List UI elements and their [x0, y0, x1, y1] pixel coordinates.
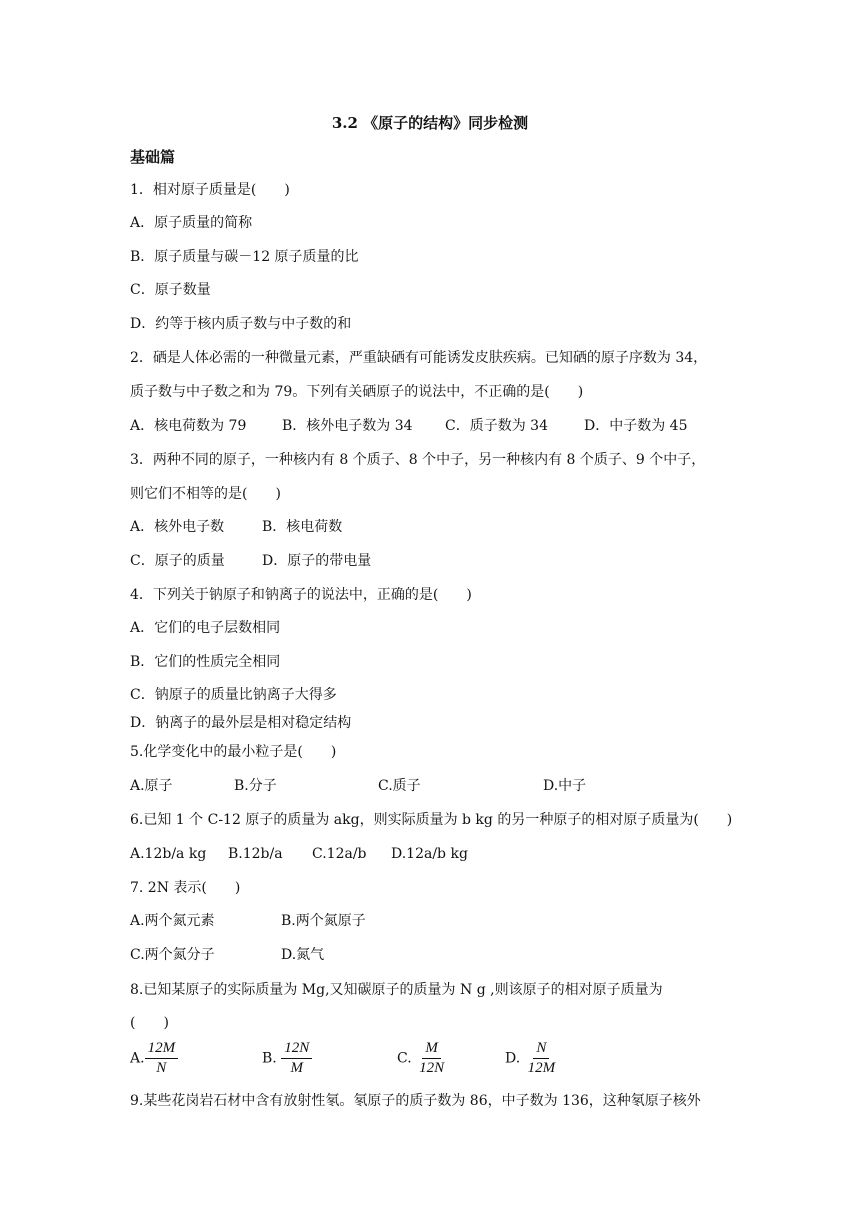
question-7-stem: 7. 2N 表示( )	[130, 880, 241, 896]
section-heading: 基础篇	[130, 148, 176, 166]
fraction-a-numerator: 12M	[145, 1040, 179, 1059]
question-6-option-a: A.12b/a kg	[130, 846, 207, 862]
fraction-c-numerator: M	[422, 1040, 441, 1059]
question-8-stem-line-1: 8.已知某原子的实际质量为 Mg,又知碳原子的质量为 N g ,则该原子的相对原子质量为	[130, 982, 663, 998]
fraction-c-denominator: 12N	[419, 1060, 445, 1076]
question-1-stem: 1．相对原子质量是( )	[130, 182, 290, 198]
question-2-option-b: B．核外电子数为 34	[282, 418, 413, 434]
fraction-b-denominator: M	[290, 1060, 303, 1076]
question-7-option-c: C.两个氮分子	[130, 947, 215, 963]
option-a-label: A.	[130, 1050, 145, 1067]
question-3-option-a: A．核外电子数	[130, 519, 225, 535]
question-7-option-b: B.两个氮原子	[281, 913, 366, 929]
question-6-option-d: D.12a/b kg	[391, 846, 468, 862]
question-4-option-d: D．钠离子的最外层是相对稳定结构	[130, 715, 352, 731]
question-3-stem-line-1: 3．两种不同的原子，一种核内有 8 个质子、8 个中子，另一种核内有 8 个质子、9 个中子，	[130, 452, 706, 468]
question-2-option-a: A．核电荷数为 79	[130, 418, 247, 434]
option-b-label: B.	[262, 1050, 277, 1067]
question-6-option-b: B.12b/a	[228, 846, 283, 862]
question-2-option-d: D．中子数为 45	[584, 418, 688, 434]
question-5-option-b: B.分子	[234, 778, 277, 794]
question-8-option-c	[397, 1040, 447, 1077]
question-2-option-c: C．质子数为 34	[445, 418, 548, 434]
question-2-stem-line-1: 2．硒是人体必需的一种微量元素，严重缺硒有可能诱发皮肤疾病。已知硒的原子序数为 34，	[130, 350, 708, 366]
question-7-option-a: A.两个氮元素	[130, 913, 215, 929]
question-9-stem-line-1: 9.某些花岗岩石材中含有放射性氡。氡原子的质子数为 86，中子数为 136，这种氡原子核外	[130, 1093, 701, 1109]
question-1-option-a: A．原子质量的简称	[130, 215, 253, 231]
question-8-stem-line-2: ( )	[130, 1015, 169, 1031]
question-1-option-c: C．原子数量	[130, 282, 211, 298]
question-5-option-a: A.原子	[130, 778, 173, 794]
question-4-option-c: C．钠原子的质量比钠离子大得多	[130, 687, 337, 703]
question-3-stem-line-2: 则它们不相等的是( )	[130, 486, 281, 502]
question-6-stem: 6.已知 1 个 C-12 原子的质量为 akg，则实际质量为 b kg 的另一种原子的相对原子质量为( )	[130, 812, 733, 828]
question-3-option-d: D．原子的带电量	[262, 553, 372, 569]
question-6-option-c: C.12a/b	[312, 846, 367, 862]
question-5-option-d: D.中子	[543, 778, 587, 794]
question-3-option-b: B．核电荷数	[262, 519, 343, 535]
question-5-stem: 5.化学变化中的最小粒子是( )	[130, 744, 337, 760]
question-4-stem: 4．下列关于钠原子和钠离子的说法中，正确的是( )	[130, 587, 472, 603]
question-4-option-a: A．它们的电子层数相同	[130, 620, 281, 636]
question-4-option-b: B．它们的性质完全相同	[130, 654, 281, 670]
fraction-d-denominator: 12M	[527, 1060, 556, 1076]
question-1-option-d: D．约等于核内质子数与中子数的和	[130, 316, 352, 332]
question-8-option-d	[505, 1040, 558, 1077]
question-1-option-b: B．原子质量与碳－12 原子质量的比	[130, 249, 359, 265]
question-2-stem-line-2: 质子数与中子数之和为 79。下列有关硒原子的说法中，不正确的是( )	[130, 384, 584, 400]
document-title: 3.2 《原子的结构》同步检测	[331, 114, 529, 132]
fraction-b-numerator: 12N	[281, 1040, 312, 1059]
question-7-option-d: D.氮气	[281, 947, 325, 963]
option-d-label: D.	[505, 1050, 521, 1067]
fraction-a	[145, 1040, 179, 1077]
fraction-d-numerator: N	[533, 1040, 549, 1059]
question-8-option-a	[130, 1040, 178, 1077]
question-8-option-b	[262, 1040, 312, 1077]
fraction-a-denominator: N	[156, 1060, 167, 1076]
question-3-option-c: C．原子的质量	[130, 553, 225, 569]
fraction-b	[281, 1040, 312, 1077]
option-c-label: C.	[397, 1050, 412, 1067]
fraction-c	[416, 1040, 447, 1077]
question-5-option-c: C.质子	[378, 778, 421, 794]
fraction-d	[525, 1040, 559, 1077]
